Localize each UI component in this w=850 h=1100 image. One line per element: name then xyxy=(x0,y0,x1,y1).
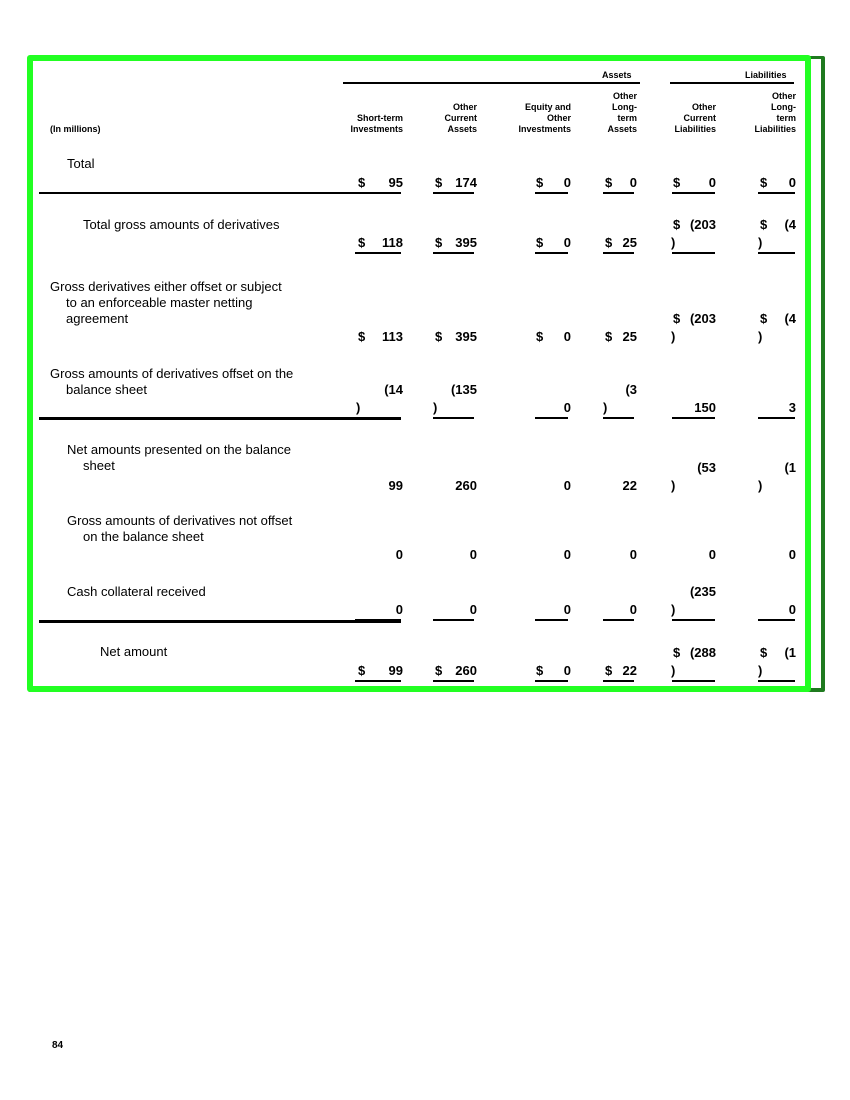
cell-value: (203 xyxy=(689,217,716,232)
cell-value: 0 xyxy=(395,602,403,617)
currency-symbol: $ xyxy=(673,175,681,190)
cell-value: 174 xyxy=(455,175,477,190)
cell-value: (53 xyxy=(697,460,716,475)
cell-value: 118 xyxy=(382,235,403,250)
cell-value: 99 xyxy=(388,663,403,678)
row-label: Gross derivatives either offset or subject xyxy=(50,279,282,294)
cell-value: 0 xyxy=(788,547,796,562)
currency-symbol: $ xyxy=(605,235,613,250)
cell-underline xyxy=(535,619,568,621)
cell-value: 0 xyxy=(629,602,637,617)
column-header-3-line-1: Equity and xyxy=(524,102,571,112)
liabilities-group-rule xyxy=(670,82,794,84)
cell-underline xyxy=(672,192,715,194)
cell-underline xyxy=(672,680,715,682)
row-label: agreement xyxy=(66,311,129,326)
cell-value: 95 xyxy=(388,175,403,190)
cell-value: (14 xyxy=(384,382,403,397)
cell-value: 0 xyxy=(708,175,716,190)
column-header-2-line-2: Current xyxy=(444,113,477,123)
column-header-4-line-2: Long- xyxy=(612,102,637,112)
page-number: 84 xyxy=(52,1040,64,1051)
cell-underline xyxy=(672,252,715,254)
cell-value: 0 xyxy=(563,547,571,562)
cell-value: 395 xyxy=(455,329,477,344)
column-header-3-line-3: Investments xyxy=(518,124,571,134)
cell-value: (203 xyxy=(689,311,716,326)
currency-symbol: $ xyxy=(673,311,681,326)
closing-parenthesis: ) xyxy=(433,400,438,415)
row-label: Net amounts presented on the balance xyxy=(67,442,292,457)
row-label: on the balance sheet xyxy=(83,529,204,544)
row-label: Total gross amounts of derivatives xyxy=(83,217,280,232)
cell-underline xyxy=(535,252,568,254)
currency-symbol: $ xyxy=(760,645,768,660)
closing-parenthesis: ) xyxy=(671,663,676,678)
cell-value: 0 xyxy=(563,478,571,493)
cell-value: 0 xyxy=(788,602,796,617)
cell-value: 0 xyxy=(395,547,403,562)
cell-underline xyxy=(603,680,634,682)
currency-symbol: $ xyxy=(605,175,613,190)
currency-symbol: $ xyxy=(435,175,443,190)
closing-parenthesis: ) xyxy=(356,400,361,415)
assets-group-rule xyxy=(343,82,640,84)
column-header-1-line-1: Short-term xyxy=(356,113,403,123)
row-separator xyxy=(39,417,401,420)
cell-value: (4 xyxy=(784,311,796,326)
cell-underline xyxy=(758,192,795,194)
currency-symbol: $ xyxy=(673,645,681,660)
cell-underline xyxy=(433,417,474,419)
column-header-2-line-3: Assets xyxy=(447,124,477,134)
column-header-5-line-3: Liabilities xyxy=(674,124,716,134)
cell-underline xyxy=(603,192,634,194)
currency-symbol: $ xyxy=(358,663,366,678)
column-header-4-line-3: term xyxy=(617,113,637,123)
cell-value: (3 xyxy=(625,382,637,397)
closing-parenthesis: ) xyxy=(758,478,763,493)
row-label: sheet xyxy=(83,458,115,473)
cell-underline xyxy=(355,252,401,254)
column-header-4-line-4: Assets xyxy=(607,124,637,134)
cell-value: 0 xyxy=(708,547,716,562)
row-label: balance sheet xyxy=(66,382,147,397)
cell-value: 150 xyxy=(694,400,716,415)
closing-parenthesis: ) xyxy=(603,400,608,415)
cell-value: 0 xyxy=(563,602,571,617)
cell-underline xyxy=(603,619,634,621)
cell-value: 3 xyxy=(788,400,796,415)
closing-parenthesis: ) xyxy=(758,329,763,344)
group-header-liabilities: Liabilities xyxy=(745,70,787,80)
cell-value: 0 xyxy=(469,547,477,562)
cell-value: (1 xyxy=(784,460,796,475)
cell-underline xyxy=(603,252,634,254)
cell-underline xyxy=(433,619,474,621)
currency-symbol: $ xyxy=(536,175,544,190)
currency-symbol: $ xyxy=(605,663,613,678)
cell-value: 0 xyxy=(629,175,637,190)
column-header-5-line-1: Other xyxy=(691,102,716,112)
currency-symbol: $ xyxy=(760,217,768,232)
cell-value: (1 xyxy=(784,645,796,660)
cell-underline xyxy=(433,680,474,682)
cell-value: 0 xyxy=(629,547,637,562)
closing-parenthesis: ) xyxy=(758,235,763,250)
cell-underline xyxy=(672,417,715,419)
cell-underline xyxy=(535,680,568,682)
cell-value: 0 xyxy=(563,400,571,415)
cell-value: 0 xyxy=(563,235,571,250)
cell-underline xyxy=(758,619,795,621)
cell-value: 113 xyxy=(382,329,403,344)
cell-underline xyxy=(758,417,795,419)
cell-underline xyxy=(355,680,401,682)
cell-underline xyxy=(758,252,795,254)
cell-underline xyxy=(758,680,795,682)
cell-value: (235 xyxy=(689,584,716,599)
cell-value: 99 xyxy=(388,478,403,493)
cell-value: 0 xyxy=(563,329,571,344)
currency-symbol: $ xyxy=(760,311,768,326)
cell-value: 22 xyxy=(622,663,637,678)
currency-symbol: $ xyxy=(435,663,443,678)
closing-parenthesis: ) xyxy=(671,329,676,344)
row-separator xyxy=(39,620,401,623)
row-separator xyxy=(39,192,401,194)
column-header-6-line-4: Liabilities xyxy=(754,124,796,134)
cell-value: 0 xyxy=(788,175,796,190)
row-label: Gross amounts of derivatives offset on the xyxy=(50,366,294,381)
column-header-3-line-2: Other xyxy=(546,113,571,123)
row-label: Total xyxy=(67,156,95,171)
closing-parenthesis: ) xyxy=(671,602,676,617)
cell-value: 22 xyxy=(622,478,637,493)
cell-value: 0 xyxy=(563,175,571,190)
currency-symbol: $ xyxy=(536,235,544,250)
cell-underline xyxy=(433,192,474,194)
column-header-5-line-2: Current xyxy=(683,113,716,123)
row-label: Gross amounts of derivatives not offset xyxy=(67,513,293,528)
cell-underline xyxy=(433,252,474,254)
column-header-1-line-2: Investments xyxy=(350,124,403,134)
column-header-2-line-1: Other xyxy=(452,102,477,112)
row-label: Cash collateral received xyxy=(67,584,206,599)
currency-symbol: $ xyxy=(358,175,366,190)
group-header-assets: Assets xyxy=(602,70,632,80)
cell-value: (4 xyxy=(784,217,796,232)
closing-parenthesis: ) xyxy=(758,663,763,678)
currency-symbol: $ xyxy=(435,329,443,344)
cell-value: 25 xyxy=(622,329,637,344)
cell-value: (135 xyxy=(450,382,477,397)
cell-underline xyxy=(535,192,568,194)
row-label: to an enforceable master netting xyxy=(66,295,253,310)
currency-symbol: $ xyxy=(358,235,366,250)
cell-value: 0 xyxy=(469,602,477,617)
column-header-4-line-1: Other xyxy=(612,91,637,101)
currency-symbol: $ xyxy=(760,175,768,190)
closing-parenthesis: ) xyxy=(671,478,676,493)
currency-symbol: $ xyxy=(536,329,544,344)
column-header-6-line-2: Long- xyxy=(771,102,796,112)
cell-underline xyxy=(672,619,715,621)
cell-underline xyxy=(603,417,634,419)
column-header-6-line-3: term xyxy=(776,113,796,123)
currency-symbol: $ xyxy=(358,329,366,344)
currency-symbol: $ xyxy=(673,217,681,232)
currency-symbol: $ xyxy=(536,663,544,678)
cell-value: 25 xyxy=(622,235,637,250)
cell-value: 395 xyxy=(455,235,477,250)
currency-symbol: $ xyxy=(435,235,443,250)
units-label: (In millions) xyxy=(50,124,101,134)
column-header-6-line-1: Other xyxy=(771,91,796,101)
cell-value: 0 xyxy=(563,663,571,678)
cell-value: (288 xyxy=(689,645,716,660)
cell-underline xyxy=(535,417,568,419)
cell-value: 260 xyxy=(455,663,477,678)
closing-parenthesis: ) xyxy=(671,235,676,250)
cell-value: 260 xyxy=(455,478,477,493)
row-label: Net amount xyxy=(100,644,168,659)
currency-symbol: $ xyxy=(605,329,613,344)
